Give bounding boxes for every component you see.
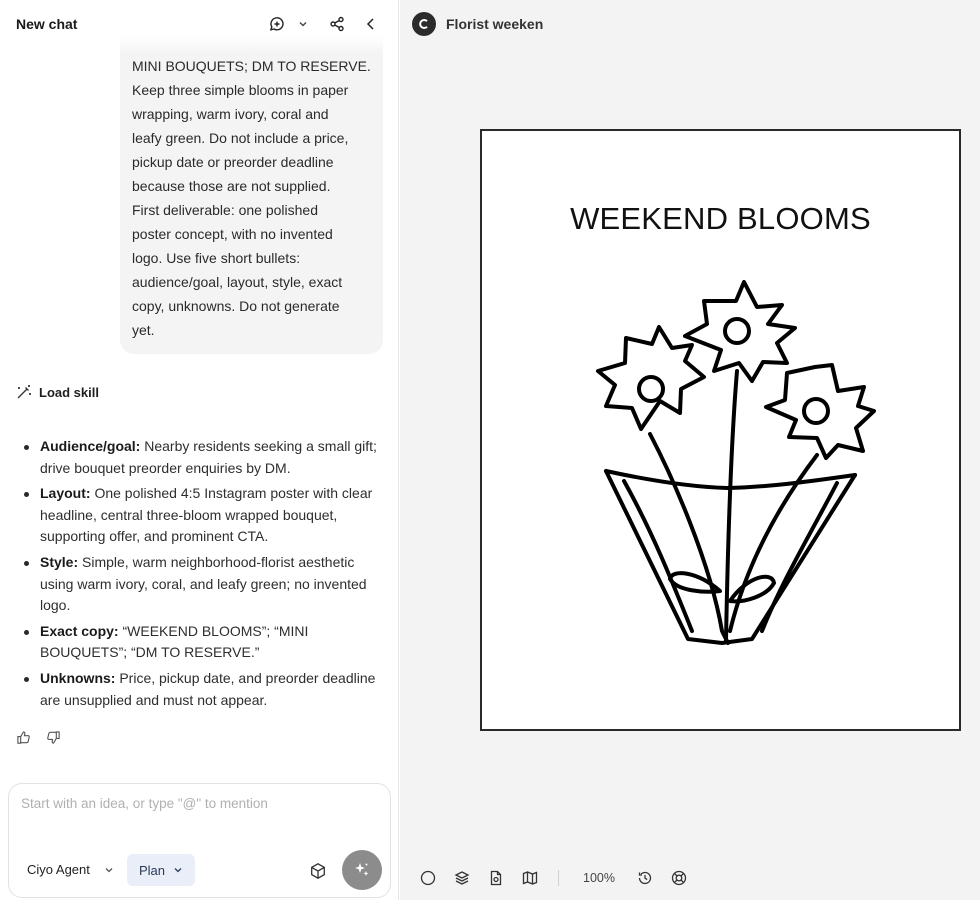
- thumbs-up-icon[interactable]: [16, 730, 32, 746]
- list-item: [22, 436, 384, 479]
- magic-wand-icon: [16, 384, 32, 400]
- scroll-fade: [120, 36, 383, 54]
- load-skill-label: Load skill: [39, 384, 99, 400]
- bullet-text: Nearby residents seeking a small gift; drive bouquet preorder enquiries by DM.: [40, 438, 377, 476]
- zoom-level[interactable]: 100%: [583, 871, 615, 885]
- new-chat-icon[interactable]: [265, 12, 289, 36]
- prompt-input[interactable]: [21, 796, 371, 811]
- composer: [8, 783, 391, 898]
- sparkle-icon: [353, 861, 371, 879]
- agent-selector[interactable]: [27, 862, 114, 877]
- chevron-down-icon: [173, 865, 183, 875]
- layers-icon[interactable]: [452, 868, 472, 888]
- list-item: [22, 621, 384, 664]
- thumbs-down-icon[interactable]: [46, 730, 62, 746]
- circle-icon[interactable]: [418, 868, 438, 888]
- chevron-down-icon: [104, 865, 114, 875]
- bullet-label: Unknowns:: [40, 669, 116, 686]
- user-message-bubble: [120, 36, 383, 354]
- poster-artboard[interactable]: [480, 129, 961, 731]
- agent-label: Ciyo Agent: [27, 862, 90, 877]
- bullet-text: One polished 4:5 Instagram poster with clear headline, central three-bloom wrapped bouquet, supporting offer, and prominent CTA.: [40, 485, 373, 545]
- load-skill-row[interactable]: [16, 384, 99, 400]
- chat-panel: [0, 0, 399, 900]
- bullet-label: Audience/goal:: [40, 438, 141, 454]
- poster-headline: WEEKEND BLOOMS: [570, 201, 871, 236]
- bullet-label: Style:: [40, 553, 79, 570]
- bullet-text: “WEEKEND BLOOMS”; “MINI BOUQUETS”; “DM TO RESERVE.”: [40, 622, 309, 661]
- feedback-row: [16, 730, 62, 746]
- history-icon[interactable]: [635, 868, 655, 888]
- file-icon[interactable]: [486, 868, 506, 888]
- help-icon[interactable]: [669, 868, 689, 888]
- collapse-icon[interactable]: [359, 12, 383, 36]
- canvas-header: [412, 12, 543, 36]
- document-title[interactable]: Florist weeken: [446, 16, 544, 32]
- canvas-toolbar: [418, 868, 689, 888]
- toolbar-divider: [558, 870, 559, 886]
- bullet-label: Exact copy:: [40, 622, 119, 639]
- canvas-panel: [400, 0, 980, 900]
- chevron-down-icon[interactable]: [291, 12, 315, 36]
- bullet-text: Simple, warm neighborhood-florist aesthetic using warm ivory, coral, and leafy green; no invented logo.: [40, 553, 367, 614]
- bullet-text: Price, pickup date, and preorder deadline are unsupplied and must not appear.: [40, 669, 376, 708]
- share-icon[interactable]: [325, 12, 349, 36]
- map-icon[interactable]: [520, 868, 540, 888]
- user-message-text: MINI BOUQUETS; DM TO RESERVE. Keep three simple blooms in paper wrapping, warm ivory, coral and leafy green. Do not include a price, pickup date or preorder deadline because those are not supplied. First deliverable: one polished poster concept, with no invented logo. Use five short bullets: audience/goal, layout, style, exact copy, unknowns. Do not generate yet.: [132, 58, 371, 338]
- list-item: [22, 668, 384, 711]
- bullet-label: Layout:: [40, 485, 91, 502]
- app-logo-icon: [412, 12, 436, 36]
- chat-title: New chat: [16, 16, 78, 32]
- plan-label: Plan: [139, 862, 166, 878]
- assistant-bullet-list: [22, 436, 384, 715]
- send-button[interactable]: [342, 850, 382, 890]
- list-item: [22, 483, 384, 548]
- cube-icon[interactable]: [307, 860, 329, 882]
- list-item: [22, 552, 384, 617]
- plan-mode-button[interactable]: [127, 854, 195, 886]
- header-actions: [265, 12, 383, 36]
